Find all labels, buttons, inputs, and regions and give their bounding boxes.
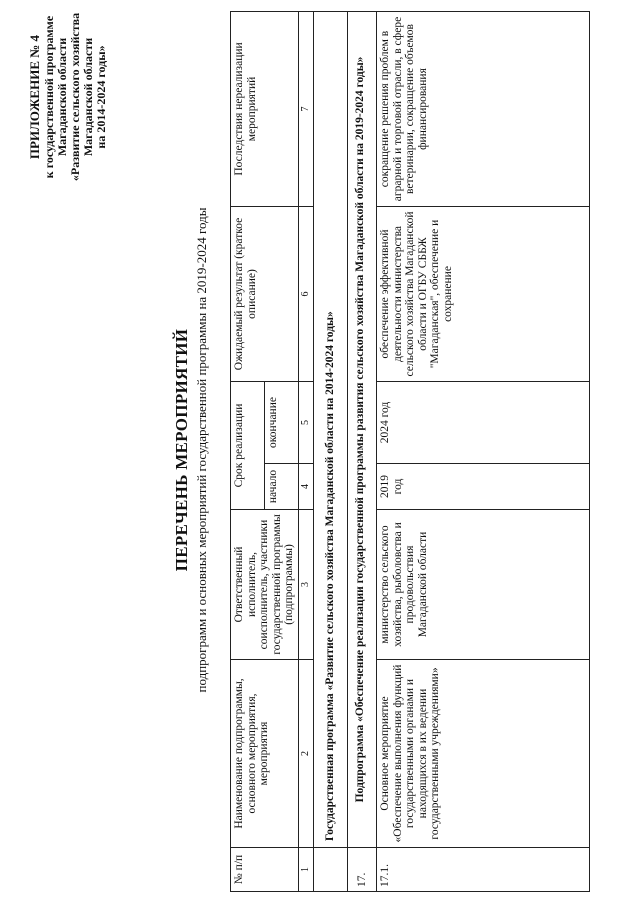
appendix-line: к государственной программе xyxy=(42,15,56,179)
measures-table xyxy=(230,11,590,892)
appendix-line: на 2014-2024 годы» xyxy=(94,45,108,149)
row-start: 2019 год xyxy=(377,464,590,510)
column-number: 6 xyxy=(298,207,314,382)
program-row xyxy=(314,12,348,892)
column-number: 4 xyxy=(298,464,314,510)
appendix-heading: ПРИЛОЖЕНИЕ № 4 xyxy=(27,34,42,160)
row-end: 2024 год xyxy=(377,382,590,464)
appendix-line: Магаданской области xyxy=(81,37,95,157)
appendix-block xyxy=(28,12,108,182)
header-consequences: Последствия нереализации мероприятий xyxy=(231,12,299,207)
row-num: 17.1. xyxy=(377,848,590,892)
column-number: 2 xyxy=(298,660,314,848)
column-number: 3 xyxy=(298,510,314,660)
appendix-line: «Развитие сельского хозяйства xyxy=(68,12,82,182)
program-title: Государственная программа «Развитие сельского хозяйства Магаданской области на 2014-2024 годы» xyxy=(314,12,348,848)
row-result: обеспечение эффективной деятельности министерства сельского хозяйства Магаданской области и ОГБУ СББЖ "Магаданская", обеспечение и сохранение xyxy=(377,207,590,382)
appendix-line: Магаданской области xyxy=(55,37,69,157)
subprogram-row xyxy=(347,12,377,892)
table-row xyxy=(377,12,590,892)
header-num: № п/п xyxy=(231,848,299,892)
header-end: окончание xyxy=(264,382,298,464)
document-title xyxy=(172,0,210,900)
page-title: ПЕРЕЧЕНЬ МЕРОПРИЯТИЙ xyxy=(172,328,191,572)
header-start: начало xyxy=(264,464,298,510)
header-name: Наименование подпрограммы, основного мероприятия, мероприятия xyxy=(231,660,299,848)
row-name: Основное мероприятие «Обеспечение выполнения функций государственными органами и находящихся в их ведении государственными учреждениями» xyxy=(377,660,590,848)
column-number: 7 xyxy=(298,12,314,207)
subprogram-num: 17. xyxy=(347,848,377,892)
header-result: Ожидаемый результат (краткое описание) xyxy=(231,207,299,382)
page-subtitle: подпрограмм и основных мероприятий государственной программы на 2019-2024 годы xyxy=(194,207,209,693)
row-responsible: министерство сельского хозяйства, рыболовства и продовольствия Магаданской области xyxy=(377,510,590,660)
column-number-row xyxy=(298,12,314,892)
column-number: 1 xyxy=(298,848,314,892)
header-responsible: Ответственный исполнитель, соисполнитель, участники государственной программы (подпрограммы) xyxy=(231,510,299,660)
header-term: Срок реализации xyxy=(231,382,265,510)
row-consequences: сокращение решения проблем в аграрной и торговой отрасли, в сфере ветеринарии, сокращение объемов финансирования xyxy=(377,12,590,207)
subprogram-title: Подпрограмма «Обеспечение реализации государственной программы развития сельского хозяйства Магаданской области на 2019-2024 годы» xyxy=(347,12,377,848)
column-number: 5 xyxy=(298,382,314,464)
